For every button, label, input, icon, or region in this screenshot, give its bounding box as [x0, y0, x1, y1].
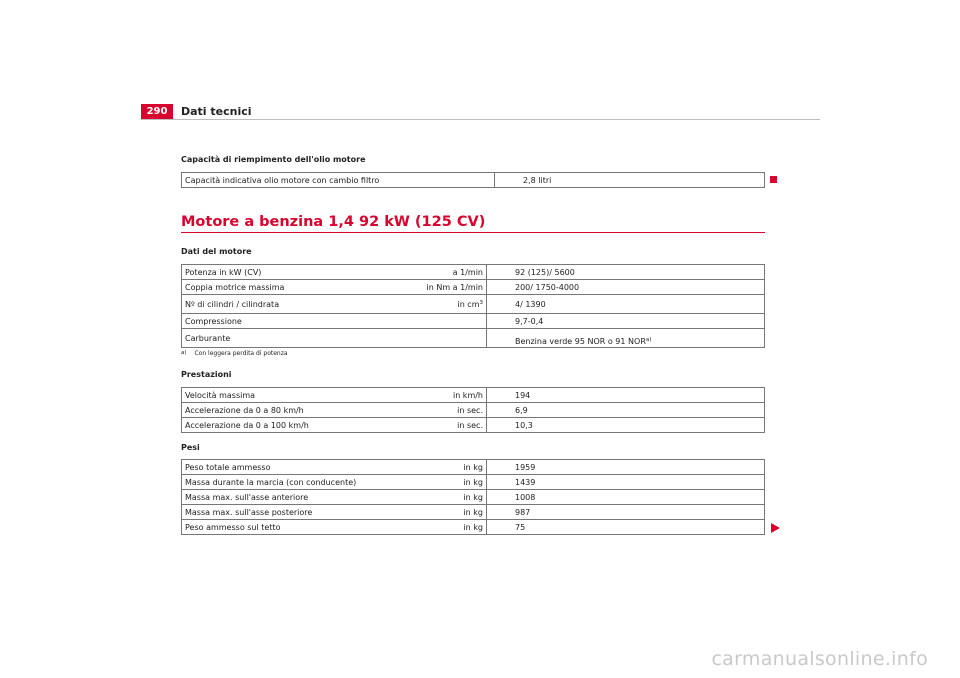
- performance-table: [181, 387, 765, 433]
- footnote-text: Con leggera perdita di potenza: [194, 350, 288, 357]
- engine-data-table: [181, 264, 765, 348]
- table-row: [182, 173, 765, 188]
- row-value: 2,8 litri: [495, 173, 765, 188]
- row-unit: [373, 314, 487, 329]
- row-unit: in sec.: [373, 418, 487, 433]
- row-unit: in kg: [373, 520, 487, 535]
- value-text: Benzina verde 95 NOR o 91 NOR: [515, 337, 646, 346]
- row-value: 1439: [487, 475, 765, 490]
- row-value: 6,9: [487, 403, 765, 418]
- row-value: 75: [487, 520, 765, 535]
- table-row: [182, 265, 765, 280]
- row-label: Massa max. sull'asse anteriore: [182, 490, 374, 505]
- row-unit: in sec.: [373, 403, 487, 418]
- row-value: 9,7-0,4: [487, 314, 765, 329]
- row-value: 10,3: [487, 418, 765, 433]
- page-number: 290: [141, 104, 173, 120]
- table-row: [182, 418, 765, 433]
- row-unit: in kg: [373, 460, 487, 475]
- header-rule: [141, 119, 820, 120]
- row-value: 1008: [487, 490, 765, 505]
- row-value: 200/ 1750-4000: [487, 280, 765, 295]
- row-value: [487, 329, 765, 348]
- engine-data-heading: Dati del motore: [181, 247, 252, 256]
- weights-table: [181, 459, 765, 535]
- row-label: Velocità massima: [182, 388, 374, 403]
- table-row: [182, 505, 765, 520]
- row-value: 92 (125)/ 5600: [487, 265, 765, 280]
- footnote-ref: a): [645, 337, 652, 343]
- row-unit: [373, 295, 487, 314]
- table-row: [182, 329, 765, 348]
- unit-superscript: 3: [479, 299, 483, 306]
- unit-text: in cm: [457, 299, 480, 309]
- section-rule: [181, 232, 765, 233]
- footnote-mark: a): [181, 350, 187, 356]
- row-label: Massa max. sull'asse posteriore: [182, 505, 374, 520]
- row-unit: in kg: [373, 490, 487, 505]
- section-title: Motore a benzina 1,4 92 kW (125 CV): [181, 214, 486, 230]
- row-unit: in kg: [373, 505, 487, 520]
- continue-arrow-icon: [771, 523, 780, 533]
- table-row: [182, 314, 765, 329]
- row-label: Accelerazione da 0 a 100 km/h: [182, 418, 374, 433]
- row-label: Peso totale ammesso: [182, 460, 374, 475]
- table-row: [182, 475, 765, 490]
- footnote: [181, 350, 288, 357]
- row-value: 194: [487, 388, 765, 403]
- running-head: Dati tecnici: [181, 105, 252, 118]
- row-label: Coppia motrice massima: [182, 280, 374, 295]
- table-row: [182, 403, 765, 418]
- table-row: [182, 520, 765, 535]
- row-value: 1959: [487, 460, 765, 475]
- row-label: Potenza in kW (CV): [182, 265, 374, 280]
- row-label: Massa durante la marcia (con conducente): [182, 475, 374, 490]
- row-value: 4/ 1390: [487, 295, 765, 314]
- row-label: Nº di cilindri / cilindrata: [182, 295, 374, 314]
- table-row: [182, 388, 765, 403]
- oil-capacity-heading: Capacità di riempimento dell'olio motore: [181, 155, 366, 164]
- row-label: Carburante: [182, 329, 374, 348]
- table-row: [182, 460, 765, 475]
- row-label: Accelerazione da 0 a 80 km/h: [182, 403, 374, 418]
- row-value: 987: [487, 505, 765, 520]
- row-label: Compressione: [182, 314, 374, 329]
- row-label: Peso ammesso sul tetto: [182, 520, 374, 535]
- table-row: [182, 280, 765, 295]
- row-unit: in kg: [373, 475, 487, 490]
- row-unit: [373, 329, 487, 348]
- oil-capacity-table: [181, 172, 765, 188]
- section-end-marker-icon: [770, 176, 777, 183]
- row-label: Capacità indicativa olio motore con cambio filtro: [182, 173, 495, 188]
- row-unit: in Nm a 1/min: [373, 280, 487, 295]
- performance-heading: Prestazioni: [181, 370, 232, 379]
- row-unit: in km/h: [373, 388, 487, 403]
- weights-heading: Pesi: [181, 443, 200, 452]
- watermark: carmanualsonline.info: [711, 648, 928, 670]
- row-unit: a 1/min: [373, 265, 487, 280]
- table-row: [182, 295, 765, 314]
- table-row: [182, 490, 765, 505]
